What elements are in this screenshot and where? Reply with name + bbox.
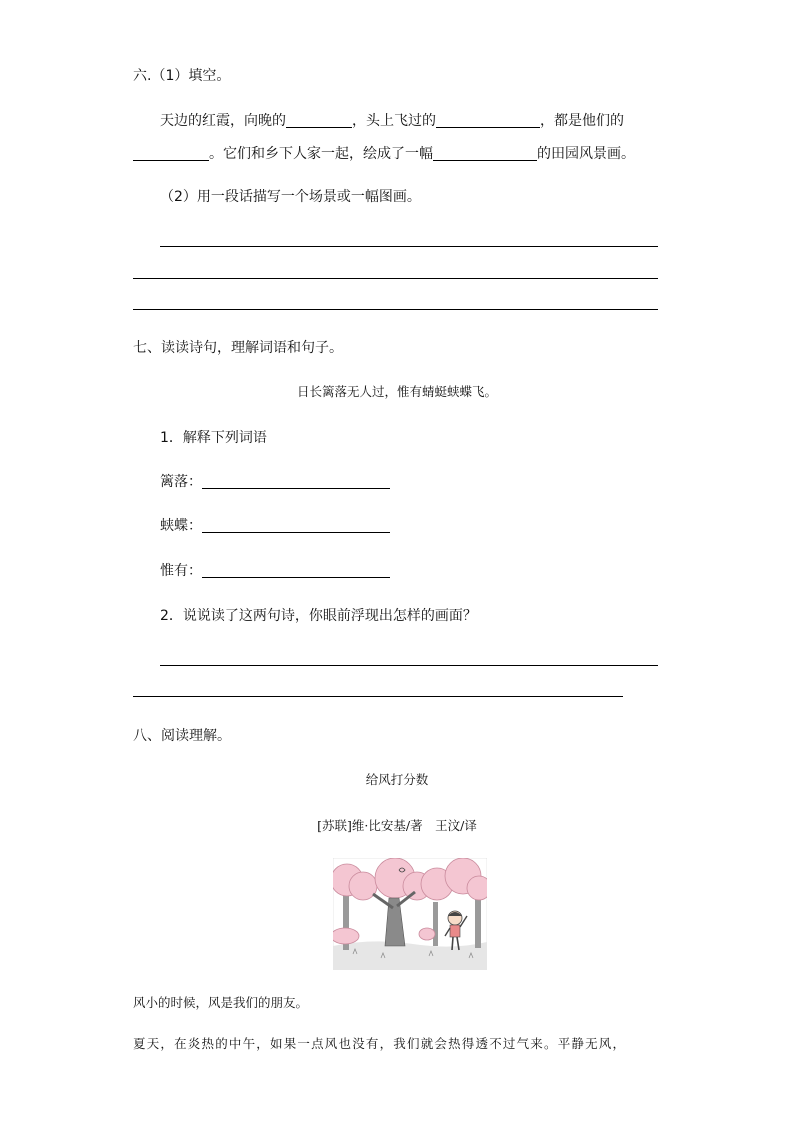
section7-question2: 2．说说读了这两句诗，你眼前浮现出怎样的画面？ [160, 608, 477, 624]
text-segment: 天边的红霞，向晚的 [160, 113, 286, 129]
story-illustration [333, 858, 487, 970]
text-segment: ，都是他们的 [540, 113, 624, 129]
article-title: 给风打分数 [365, 772, 429, 787]
writing-line[interactable] [160, 665, 658, 666]
text-segment: 。它们和乡下人家一起，绘成了一幅 [209, 146, 433, 162]
word-label: 篱落： [160, 474, 202, 490]
answer-blank[interactable] [436, 113, 540, 128]
word-item-jiadie [160, 516, 390, 536]
word-item-weiyou [160, 561, 390, 581]
poem-line: 日长篱落无人过，惟有蜻蜓蛱蝶飞。 [296, 384, 497, 399]
answer-blank[interactable] [433, 146, 537, 161]
answer-blank[interactable] [202, 474, 390, 489]
article-paragraph-1: 风小的时候，风是我们的朋友。 [133, 995, 309, 1010]
writing-line[interactable] [133, 278, 658, 279]
writing-line[interactable] [160, 246, 658, 247]
answer-blank[interactable] [286, 113, 352, 128]
word-item-liluo [160, 472, 390, 492]
writing-line[interactable] [133, 696, 623, 697]
fill-blank-line2 [133, 144, 635, 164]
article-paragraph-2: 夏天，在炎热的中午，如果一点风也没有，我们就会热得透不过气来。平静无风， [133, 1036, 627, 1051]
section6-question2: （2）用一段话描写一个场景或一幅图画。 [160, 189, 421, 205]
text-segment: ，头上飞过的 [352, 113, 436, 129]
section7-heading: 七、读读诗句，理解词语和句子。 [133, 340, 343, 356]
answer-blank[interactable] [202, 563, 390, 578]
text-segment: 的田园风景画。 [537, 146, 635, 162]
section7-question1: 1．解释下列词语 [160, 430, 267, 446]
word-label: 蛱蝶： [160, 518, 202, 534]
fill-blank-line1 [160, 111, 624, 131]
answer-blank[interactable] [202, 518, 390, 533]
writing-line[interactable] [133, 309, 658, 310]
answer-blank[interactable] [133, 146, 209, 161]
article-author: [苏联]维·比安基/著 王汶/译 [317, 818, 477, 833]
section6-heading: 六.（1）填空。 [133, 68, 231, 84]
section8-heading: 八、阅读理解。 [133, 728, 231, 744]
word-label: 惟有： [160, 563, 202, 579]
